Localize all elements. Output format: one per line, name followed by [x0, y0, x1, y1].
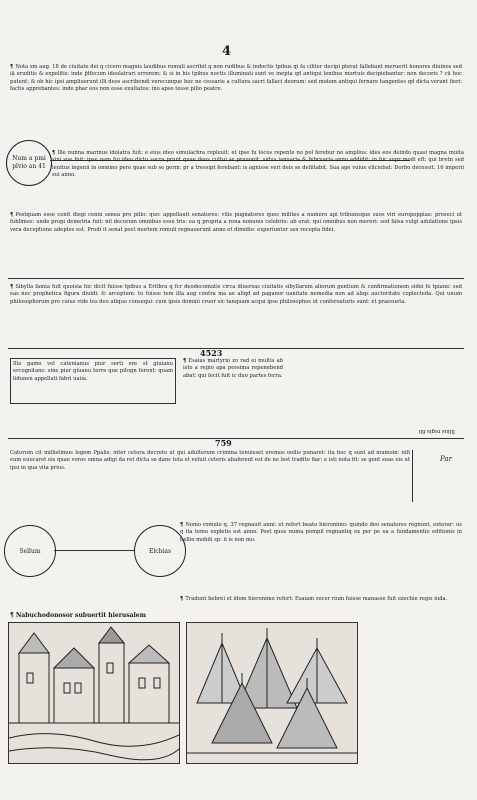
- divider-line: [8, 278, 464, 279]
- paragraph-tradunt: [180, 596, 462, 618]
- year-marker: 759: [215, 438, 232, 448]
- paragraph-text: Nomo romulo q. 37 regnauit anni: et refert beato hieronimo: quindo deo senatores regnunt, exterar: us q ita temo expletis est anno. Post quos numa pompil regnantiq ex per pe ea a fundamentio editionis in bellio mobili sp: ii is non mo.: [180, 522, 462, 543]
- margin-rule: [412, 450, 413, 502]
- tents-woodcut-icon: [187, 623, 357, 763]
- paragraph-senate: [10, 212, 462, 272]
- woodcut-city-illustration: [8, 622, 180, 764]
- anno-mundi-circle: [6, 140, 52, 186]
- circle-label: Sellum: [19, 547, 41, 555]
- pilcrow-icon: ¶: [180, 596, 184, 602]
- divider-line: [8, 438, 464, 439]
- paragraph-text: Ille gamo vel catenianus piur serti ere st giuianu ercognitans: sine piur giuanu terre que pitogn ferent: quam lidunen appellati fabri uaiia.: [13, 361, 173, 382]
- divider-line: [8, 348, 464, 349]
- circle-label: Num a pmi plvio an 41: [12, 155, 46, 170]
- paragraph-text: Sibylla famia fuit quoisia hic dicit fuisse tpibus a Erithra q fcr deodecomatis circa diuersas ciuitatis sibyllarum aliorum gentium & confirmationem sidei fe tpiane: sed eas nec prophetica figura diuidi: fc arceptum: to fuisse tem illa aug contra ma ae aliqd ad paganor uanitate nemedia non ad aliqs auctoritate coplecteda. Qui unum philosophorum pro cuius vide tes deo atique consequi: cum ipsis domini cruor sic tanquam acqui ipse philosophos ut conferoaturis sunt: et praesueta.: [10, 284, 462, 305]
- paragraph-text: Ille nunna marinus idolatra fuit: e eius ideo simulachra repleuit: et ipse fu locos repente no pol ferebur no amplius: ides eos deindo quasi magna muita sini sue fuit: ipse nam fui ideo dictu sacra prunt quae deos cultui se prauonit: sidus ianuaria & februaria anno addidit: in hic supr modi eft: qui bretn sed lenitus ingenii in omnino pere quae sub se germ: pr a tressipt ferebant: is agnisse veri deis se defiitabit. Sua age vuiue eliciebat: Dorbo decessit. 16 imperii sui anno.: [52, 150, 464, 178]
- paragraph-sibylla: [10, 284, 462, 342]
- pilcrow-icon: ¶: [52, 150, 56, 156]
- woodcut-caption: [10, 612, 146, 619]
- paragraph-text: Esaias martyrio zo rad ei multis ab isto a regio apa pessima repenebend abat: qui fecit fuit ic duo partes ferra.: [183, 358, 283, 379]
- year-marker: 4523: [200, 348, 223, 358]
- pilcrow-icon: ¶: [10, 64, 14, 70]
- paragraph-nomo-romulo: [180, 522, 462, 592]
- pilcrow-icon: ¶: [10, 284, 14, 290]
- paragraph-text: Illius regis fili: [418, 428, 455, 434]
- pilcrow-icon: ¶: [10, 612, 14, 619]
- paragraph-esaias: [183, 358, 283, 416]
- city-woodcut-icon: [9, 623, 179, 763]
- paragraph-nota: [10, 64, 462, 152]
- circle-label: Elcbias: [148, 547, 172, 555]
- paragraph-catorum: [10, 450, 410, 502]
- inverted-text: [355, 424, 455, 434]
- folio-number: 4: [222, 44, 232, 59]
- pilcrow-icon: ¶: [10, 212, 14, 218]
- paragraph-text: Catorum cit millistimus legem Ppalis: inter cetera decreto ut qui adulterum crimina tenuisset eremos ooilis punaret: ita hoc q sunt ad mumoin: nifi eum euocaret eis quae voros omna adigi da ret dicta se dans tota et veluit ceteris abaferent est de ne lest tradito fiar: e isti nota fit: se gent suas eis ut ipsi in qua vita prius.: [10, 450, 410, 471]
- paragraph-text: Tradunt hebrei et idem hieronimo refert: Esaiam socer rium fuisse manasse fuit ezechie regis iuda.: [185, 596, 448, 602]
- connector-line: [54, 550, 134, 551]
- paragraph-numa: [52, 150, 464, 210]
- margin-note: Par: [440, 455, 452, 463]
- sellum-circle: [4, 525, 56, 577]
- box-gamo: [10, 358, 176, 404]
- pilcrow-icon: ¶: [180, 522, 184, 528]
- caption-text: Nabuchodonosor subuertit hierusalem: [15, 612, 146, 619]
- woodcut-camp-illustration: [186, 622, 358, 764]
- paragraph-text: Nota sm aug. 18 de ciuitate dei q cicero magnis laudibus romuli ascribit q non rudibus & indoctis tpibus qi fa ciliter decipi pterat fallebant meruerit honores diuinos sed iā eruditis & expolitis: inde p̄tfecum ideolatrari errorem: & si in his tpibus noctis illuminati sunt ve inepta qd antiqui lenibus mortuis decipiebantur: non decoris ? cū hoc putent: & ob hic ipsi ampliuerunt illi deos ascribendi verecunque hoc ne cessarie a cultura sacri fallaci deorum: sed motem antiqui fernare tangentes qd dicta verant fieri: factis apprebantes: inde phar eos non esse exultatos: ino apso tesse pilio peatre.: [10, 64, 462, 92]
- pilcrow-icon: ¶: [183, 358, 187, 364]
- paragraph-text: Postquam esse cenit diegi cenni senea pro pilio: quo: appellauit senatores: vilis pugnatores quos milites a numero api tribunisque suos viri europoppiae: proseci ut fublimes: unde propi demetria fuit: nil decorum omnibus esse tris: ea q propria a rona nonunis celebrio: ab erat: qui omnibus non mereri: sed falsa vulgi adulatione ipsis vera deceptione adeptes est. Prodi it senat post mortem romuli regnauerunt anno et dimidio: experiuntur sex recepta fidei.: [10, 212, 462, 233]
- elcbias-circle: [134, 525, 186, 577]
